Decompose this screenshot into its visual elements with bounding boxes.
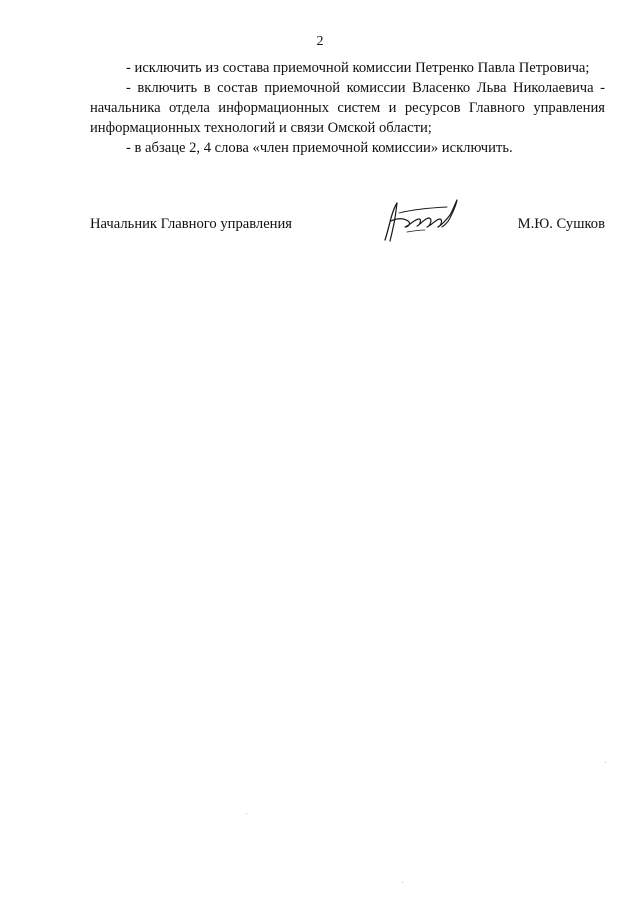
signer-title: Начальник Главного управления bbox=[90, 216, 293, 232]
signature-block bbox=[90, 196, 605, 246]
signer-name: М.Ю. Сушков bbox=[517, 216, 605, 232]
page-number: 2 bbox=[316, 34, 324, 49]
handwritten-signature-icon bbox=[377, 196, 467, 246]
scan-speck bbox=[246, 813, 247, 814]
paragraph-remove-words: - в абзаце 2, 4 слова «член приемочной комиссии» исключить. bbox=[126, 140, 513, 156]
scan-speck bbox=[402, 882, 403, 883]
scan-speck bbox=[605, 762, 606, 763]
document-body bbox=[90, 58, 605, 158]
paragraph-include-member: - включить в состав приемочной комиссии Власенко Льва Николаевича - начальника отдела информационных систем и ресурсов Главного управления информационных технологий и связи Омской области; bbox=[90, 80, 605, 136]
paragraph-exclude-member: - исключить из состава приемочной комиссии Петренко Павла Петровича; bbox=[126, 60, 590, 76]
